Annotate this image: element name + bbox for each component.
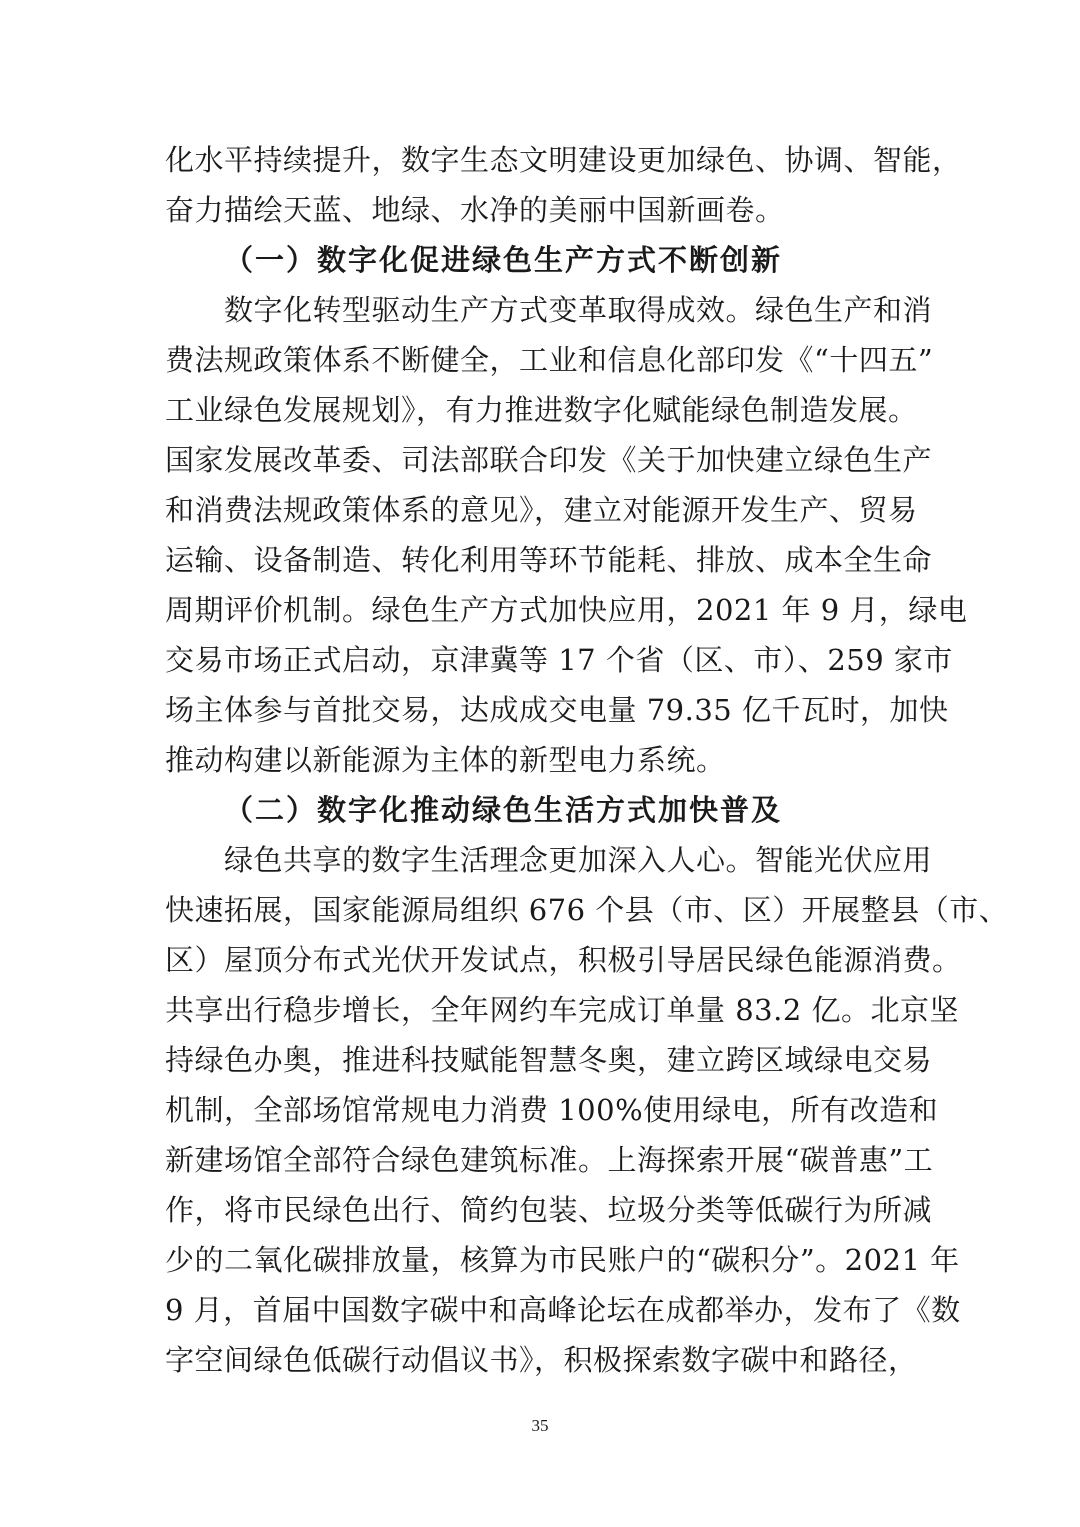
paragraph-line: 国家发展改革委、司法部联合印发《关于加快建立绿色生产	[165, 443, 933, 477]
section-heading-1: （一）数字化促进绿色生产方式不断创新	[224, 243, 783, 277]
paragraph-line: 费法规政策体系不断健全，工业和信息化部印发《“十四五”	[165, 343, 934, 377]
paragraph-line: 周期评价机制。绿色生产方式加快应用，2021 年 9 月，绿电	[165, 593, 968, 627]
paragraph-line: 和消费法规政策体系的意见》，建立对能源开发生产、贸易	[165, 493, 918, 527]
paragraph-line: 持绿色办奥，推进科技赋能智慧冬奥，建立跨区域绿电交易	[165, 1043, 933, 1077]
paragraph-line: 新建场馆全部符合绿色建筑标准。上海探索开展“碳普惠”工	[165, 1143, 934, 1177]
paragraph-line: 快速拓展，国家能源局组织 676 个县（市、区）开展整县（市、	[165, 893, 1009, 927]
section-heading-2: （二）数字化推动绿色生活方式加快普及	[224, 793, 783, 827]
paragraph-line: 共享出行稳步增长，全年网约车完成订单量 83.2 亿。北京坚	[165, 993, 960, 1027]
page-number: 35	[531, 1416, 549, 1435]
paragraph-line: 少的二氧化碳排放量，核算为市民账户的“碳积分”。2021 年	[165, 1243, 960, 1277]
paragraph-line: 工业绿色发展规划》，有力推进数字化赋能绿色制造发展。	[165, 393, 918, 427]
paragraph-line: 字空间绿色低碳行动倡议书》，积极探索数字碳中和路径，	[165, 1343, 918, 1377]
paragraph-line: 9 月，首届中国数字碳中和高峰论坛在成都举办，发布了《数	[165, 1293, 961, 1327]
paragraph-line: 推动构建以新能源为主体的新型电力系统。	[165, 743, 726, 777]
paragraph-line: 奋力描绘天蓝、地绿、水净的美丽中国新画卷。	[165, 193, 785, 227]
paragraph-line: 化水平持续提升，数字生态文明建设更加绿色、协调、智能，	[165, 143, 962, 177]
paragraph-line: 数字化转型驱动生产方式变革取得成效。绿色生产和消	[224, 293, 933, 327]
paragraph-line: 绿色共享的数字生活理念更加深入人心。智能光伏应用	[224, 843, 933, 877]
paragraph-line: 运输、设备制造、转化利用等环节能耗、排放、成本全生命	[165, 543, 933, 577]
paragraph-line: 作，将市民绿色出行、简约包装、垃圾分类等低碳行为所减	[165, 1193, 933, 1227]
paragraph-line: 机制，全部场馆常规电力消费 100%使用绿电，所有改造和	[165, 1093, 939, 1127]
paragraph-line: 区）屋顶分布式光伏开发试点，积极引导居民绿色能源消费。	[165, 943, 962, 977]
paragraph-line: 场主体参与首批交易，达成成交电量 79.35 亿千瓦时，加快	[165, 693, 949, 727]
paragraph-line: 交易市场正式启动，京津冀等 17 个省（区、市）、259 家市	[165, 643, 953, 677]
